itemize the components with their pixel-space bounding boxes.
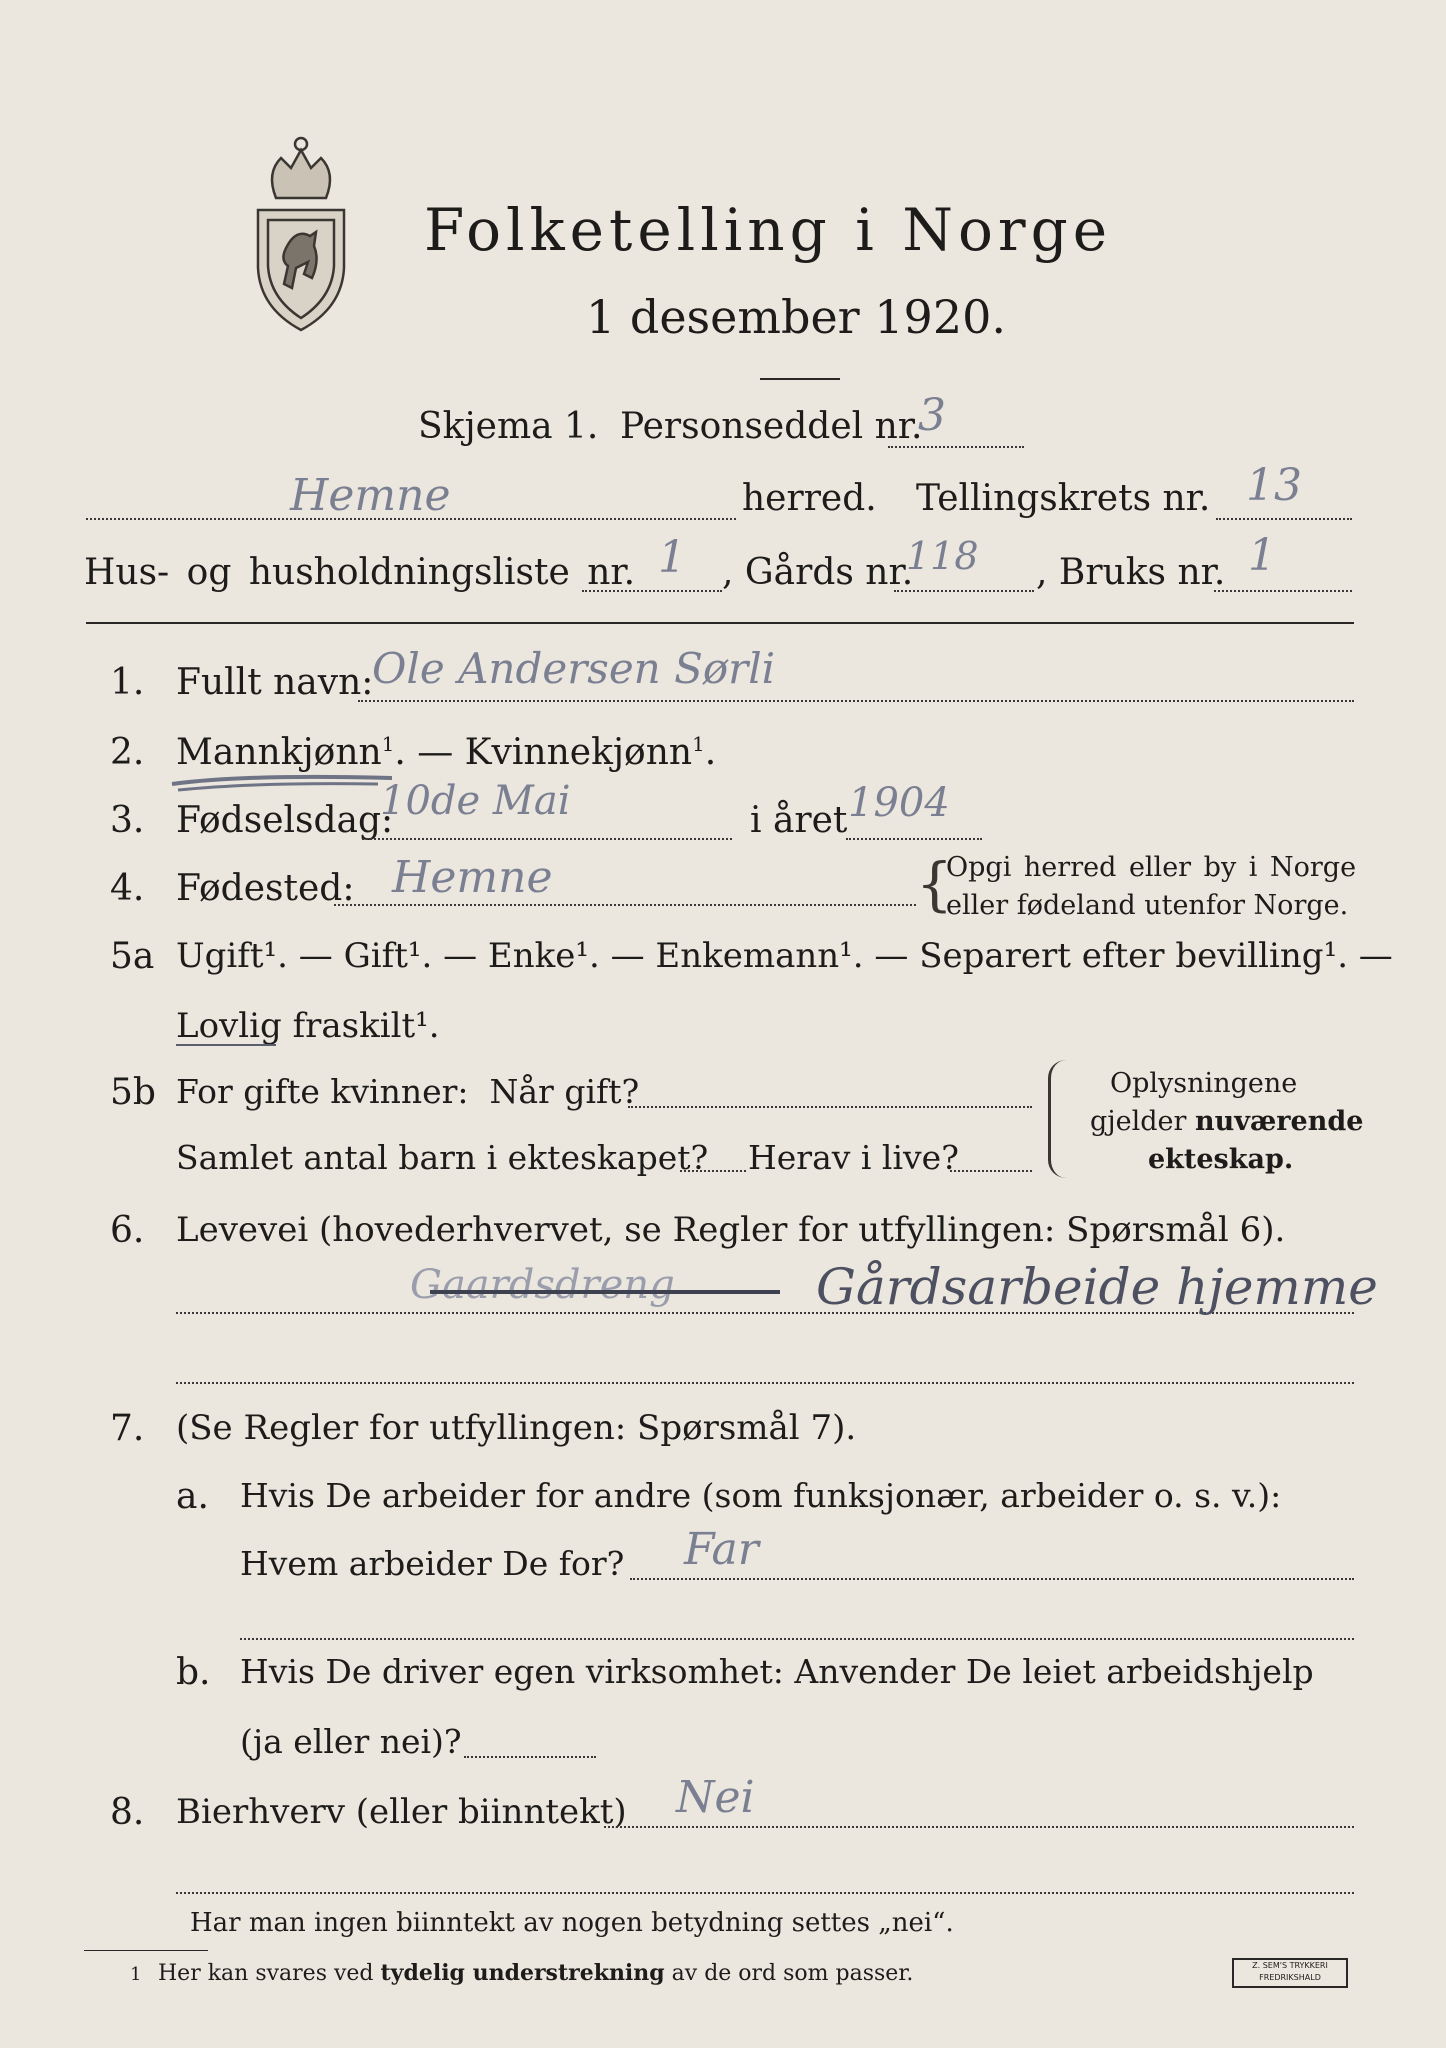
q4-note-line1: Opgi herred eller by i Norge <box>946 852 1357 883</box>
q1-value: Ole Andersen Sørli <box>372 644 776 693</box>
q8-number: 8. <box>110 1792 145 1833</box>
q6-strikethrough <box>430 1290 780 1294</box>
section-divider <box>86 622 1354 624</box>
q3-number: 3. <box>110 800 145 841</box>
q6-value: Gårdsarbeide hjemme <box>816 1258 1378 1316</box>
q6-struck-value: Gaardsdreng <box>410 1262 675 1308</box>
q4-number: 4. <box>110 868 145 909</box>
q5b-note-line1: Oplysningene <box>1110 1068 1298 1099</box>
q6-number: 6. <box>110 1210 145 1251</box>
q7-label: (Se Regler for utfyllingen: Spørsmål 7). <box>176 1408 857 1448</box>
q7-number: 7. <box>110 1408 145 1449</box>
gards-label: , Gårds nr. <box>722 552 914 593</box>
q2-male: Mannkjønn <box>176 732 382 773</box>
bruks-label: , Bruks nr. <box>1036 552 1226 593</box>
q5b-note-line3: ekteskap. <box>1148 1144 1294 1175</box>
personseddel-line <box>888 446 1024 448</box>
q5b-number: 5b <box>110 1072 156 1113</box>
q3-year-line <box>846 838 982 840</box>
q7a-line2: Hvem arbeider De for? <box>240 1544 625 1583</box>
q4-line <box>334 904 916 906</box>
personseddel-label: Personseddel nr. <box>620 406 923 447</box>
q5b-married-when-label: For gifte kvinner: Når gift? <box>176 1072 640 1111</box>
q7b-letter: b. <box>176 1652 211 1693</box>
q4-brace: { <box>916 850 953 918</box>
printer-mark: Z. SEM'S TRYKKERI FREDRIKSHALD <box>1232 1958 1348 1988</box>
q2-number: 2. <box>110 732 145 773</box>
footnote-text: Her kan svares ved tydelig understrekning av de ord som passer. <box>158 1960 914 1986</box>
hus-label: Hus- og husholdningsliste nr. <box>84 552 636 593</box>
personseddel-value: 3 <box>918 390 946 441</box>
q5a-underline-mark <box>176 1044 276 1046</box>
q7a-value: Far <box>684 1524 759 1575</box>
q5b-alive-line <box>950 1170 1032 1172</box>
q7a-line1: Hvis De arbeider for andre (som funksjonær, arbeider o. s. v.): <box>240 1476 1282 1515</box>
q8-line <box>604 1826 1354 1828</box>
q5b-note-line2: gjelder nuværende <box>1090 1106 1364 1137</box>
q7a-extra-line <box>240 1638 1354 1640</box>
q7a-value-line <box>630 1578 1354 1580</box>
q7a-letter: a. <box>176 1476 209 1517</box>
bruks-value: 1 <box>1248 530 1276 581</box>
hus-line <box>582 590 722 592</box>
income-note: Har man ingen biinntekt av nogen betydning settes „nei“. <box>190 1908 954 1938</box>
q7b-line2: (ja eller nei)? <box>240 1722 462 1761</box>
q4-label: Fødested: <box>176 868 355 909</box>
q1-label: Fullt navn: <box>176 662 374 703</box>
q5a-line2: Lovlig fraskilt¹. <box>176 1006 440 1046</box>
q3-line <box>362 838 732 840</box>
q5a-line1: Ugift¹. — Gift¹. — Enke¹. — Enkemann¹. — Separert efter bevilling¹. — <box>176 936 1393 976</box>
herred-value: Hemne <box>290 470 451 521</box>
tellingskrets-value: 13 <box>1246 460 1302 511</box>
q7b-line1: Hvis De driver egen virksomhet: Anvender De leiet arbeidshjelp <box>240 1652 1314 1691</box>
footnote-number: 1 <box>130 1964 142 1985</box>
q5b-children-label: Samlet antal barn i ekteskapet? <box>176 1138 709 1177</box>
q3-label: Fødselsdag: <box>176 800 394 841</box>
skjema-label: Skjema 1. <box>418 406 599 447</box>
q5a-number: 5a <box>110 936 155 977</box>
q5b-children-line <box>680 1170 746 1172</box>
bruks-line <box>1214 590 1352 592</box>
q5b-alive-label: Herav i live? <box>748 1138 959 1177</box>
q2-options: Mannkjønn$^1$. — Kvinnekjønn$^1$. <box>176 732 717 773</box>
tellingskrets-line <box>1216 518 1352 520</box>
q1-line <box>358 700 1354 702</box>
herred-label: herred. <box>742 478 877 519</box>
form-title: Folketelling i Norge <box>424 196 1113 264</box>
coat-of-arms-icon <box>246 128 356 333</box>
q5b-married-when-line <box>628 1106 1032 1108</box>
footnote-rule <box>84 1950 208 1951</box>
title-divider <box>760 378 840 380</box>
q2-female: Kvinnekjønn <box>464 732 693 773</box>
q6-line2 <box>176 1382 1354 1384</box>
hus-value: 1 <box>658 532 686 583</box>
census-date: 1 desember 1920. <box>586 290 1006 344</box>
q8-value: Nei <box>676 1772 755 1823</box>
q5b-bracket <box>1048 1060 1069 1178</box>
q7b-line <box>464 1756 596 1758</box>
q4-value: Hemne <box>392 852 553 903</box>
q3-year-value: 1904 <box>848 780 950 826</box>
q2-underline-mark <box>168 768 398 794</box>
gards-line <box>894 590 1034 592</box>
q1-number: 1. <box>110 662 145 703</box>
q6-label: Levevei (hovederhvervet, se Regler for utfyllingen: Spørsmål 6). <box>176 1210 1286 1250</box>
tellingskrets-label: Tellingskrets nr. <box>916 478 1211 519</box>
q3-value: 10de Mai <box>380 778 571 824</box>
q8-extra-line <box>176 1892 1354 1894</box>
q3-year-label: i året <box>750 800 848 841</box>
gards-value: 118 <box>906 534 979 578</box>
q4-note-line2: eller fødeland utenfor Norge. <box>946 890 1349 921</box>
q8-label: Bierhverv (eller biinntekt) <box>176 1792 627 1832</box>
